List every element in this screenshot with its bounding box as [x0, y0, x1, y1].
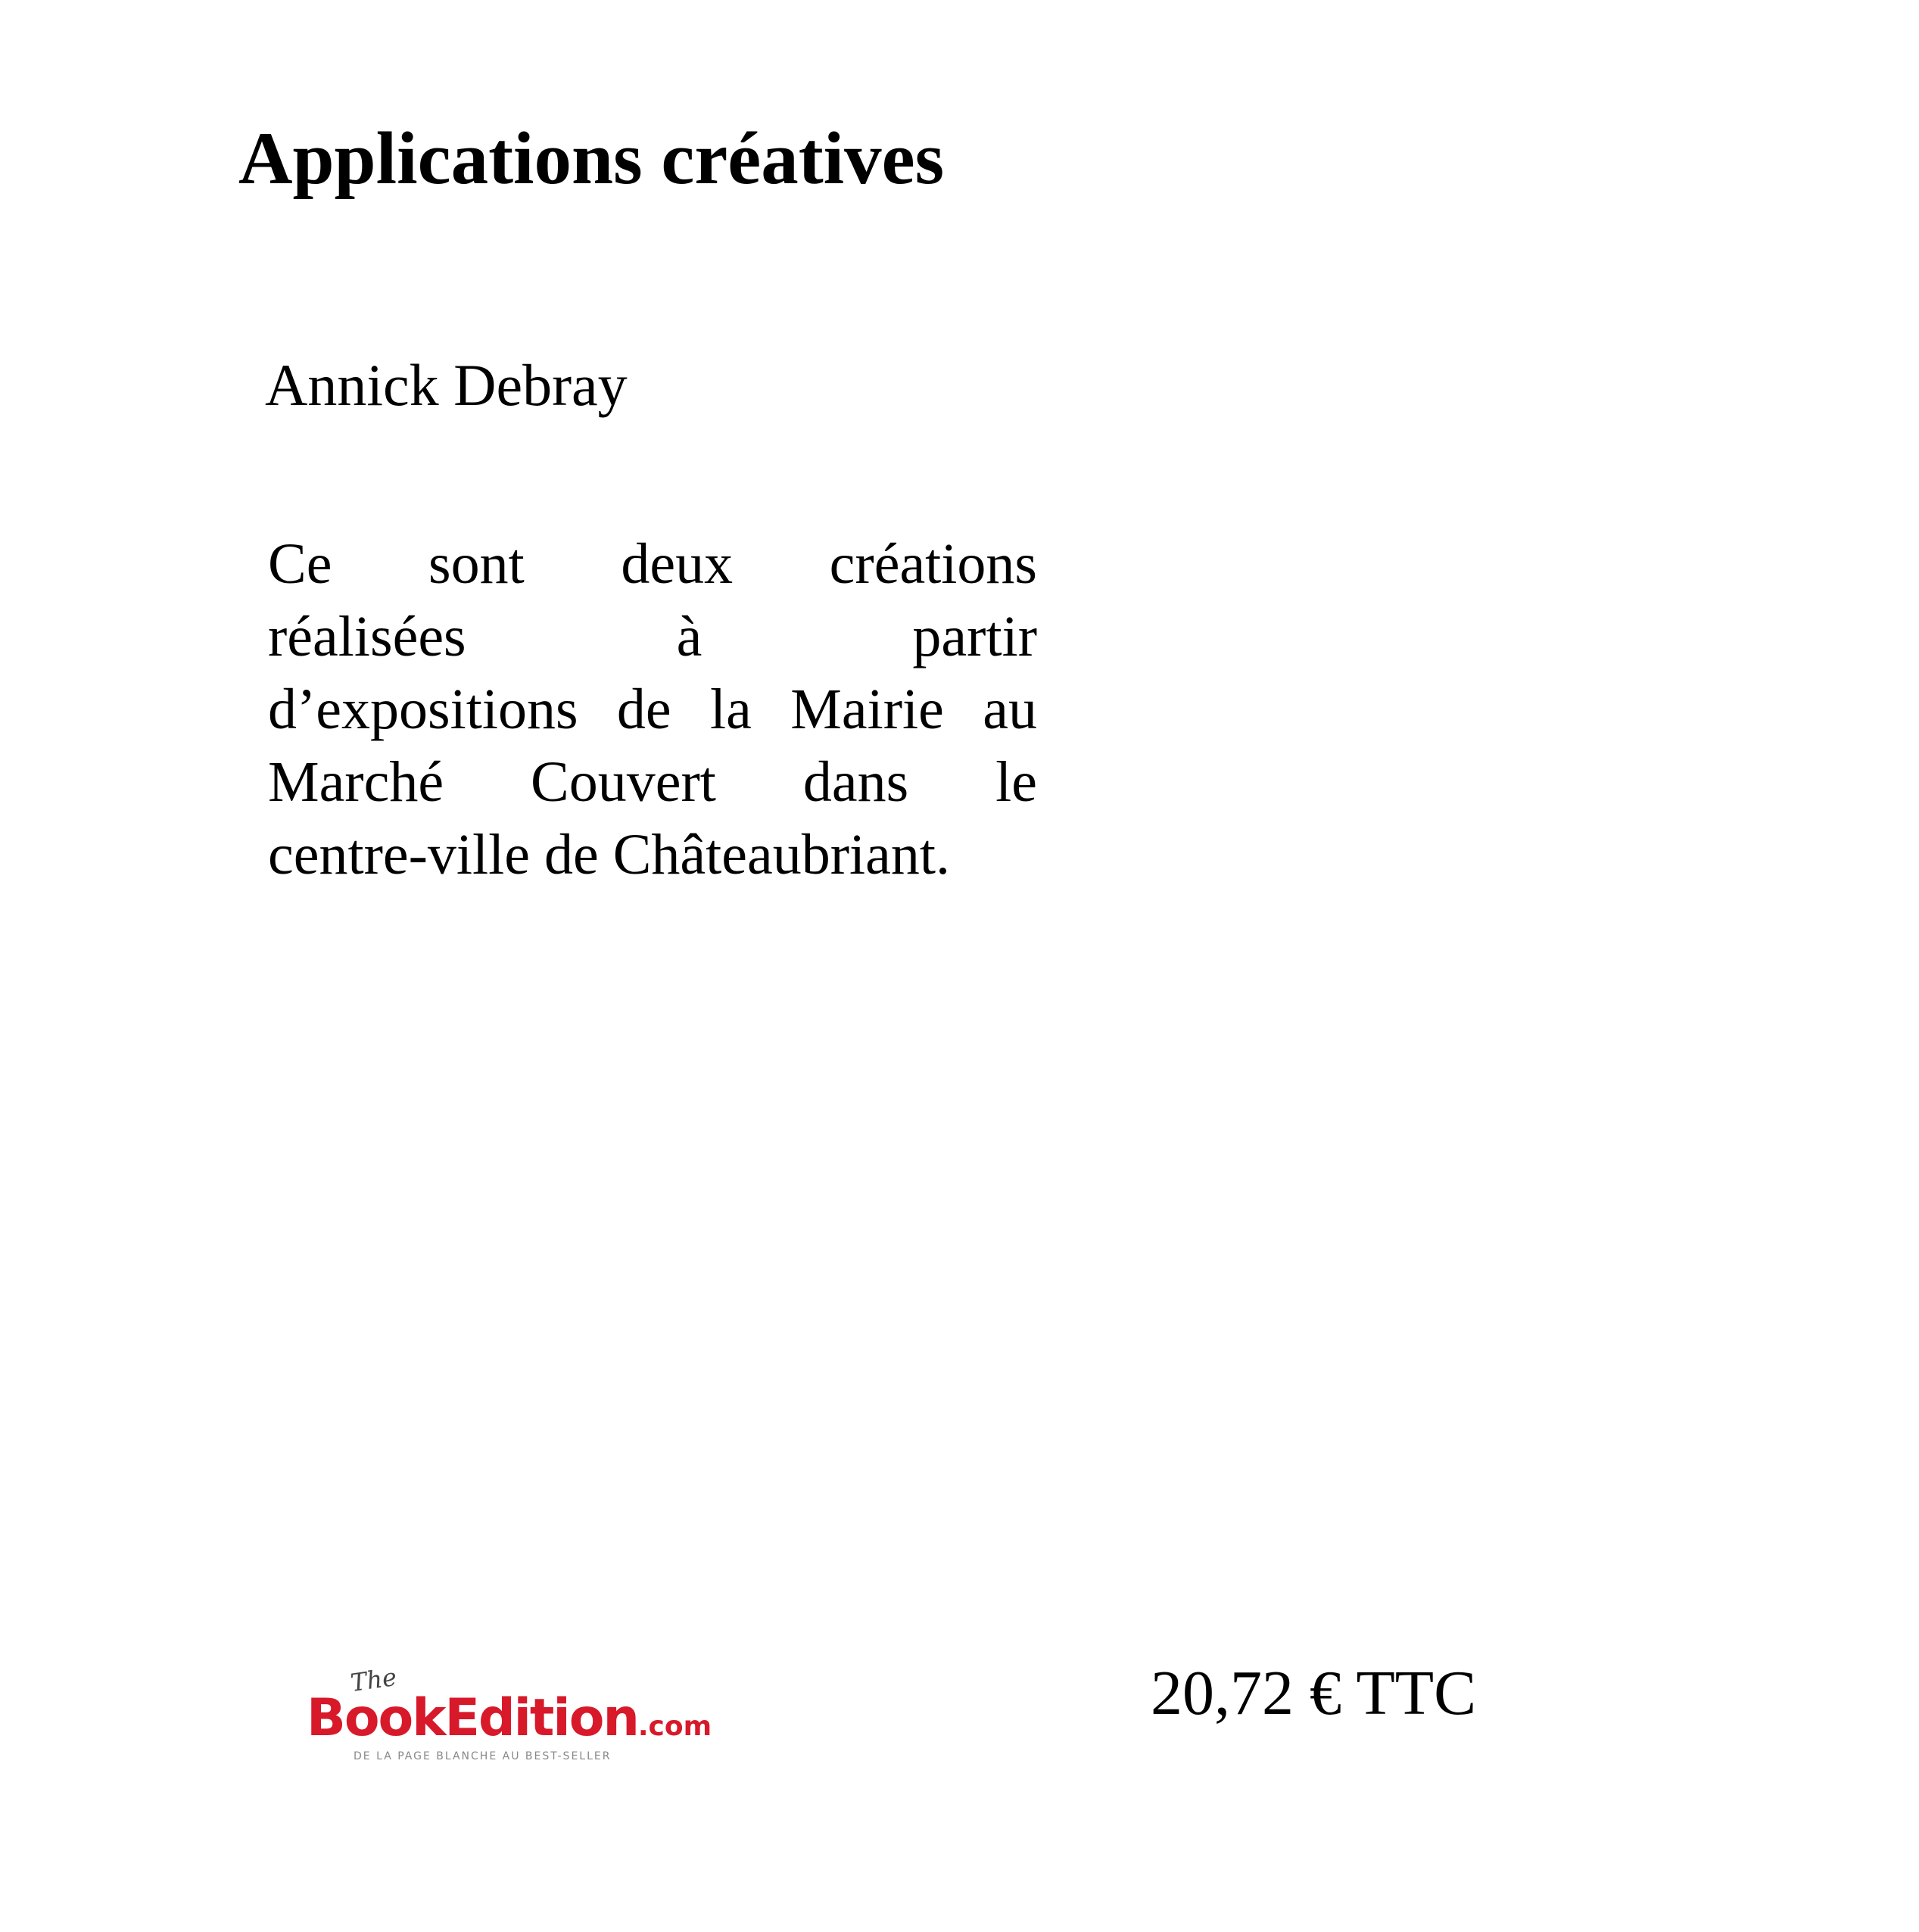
book-blurb [268, 528, 1037, 891]
author-name: Annick Debray [265, 352, 628, 418]
blurb-line: Marché Couvert dans le [268, 750, 1037, 814]
publisher-logo [307, 1662, 712, 1768]
blurb-line: Ce sont deux créations [268, 532, 1037, 596]
book-title: Applications créatives [238, 117, 945, 200]
logo-brand-name: BookEdition [307, 1688, 638, 1748]
price-label: 20,72 € TTC [1151, 1658, 1477, 1728]
logo-suffix: .com [637, 1711, 712, 1742]
logo-tagline: DE LA PAGE BLANCHE AU BEST-SELLER [354, 1750, 612, 1762]
blurb-line: d’expositions de la Mairie au [268, 678, 1037, 741]
blurb-line: réalisées à partir [268, 605, 1037, 668]
logo-brand [307, 1688, 712, 1748]
blurb-line: centre-ville de Châteaubriant. [268, 823, 951, 887]
logo-prefix: The [348, 1662, 399, 1698]
